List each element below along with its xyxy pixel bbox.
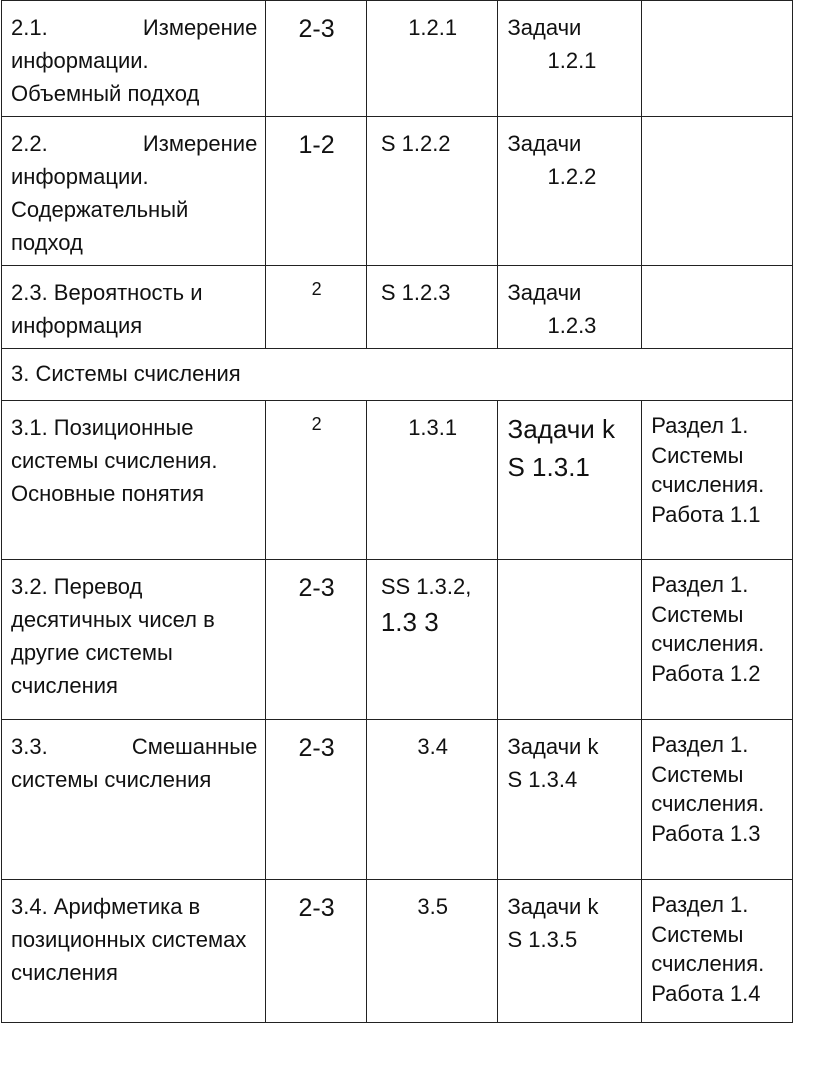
- table-row: [2, 560, 793, 720]
- ref-cell: [366, 117, 498, 266]
- hours-cell: [266, 720, 367, 880]
- section-line2: Системы: [651, 921, 744, 947]
- ref-text: 1.2.1: [408, 15, 458, 40]
- ref-cell: [366, 266, 498, 349]
- topic-text: 3.1. Позиционные системы счисления. Основные понятия: [11, 415, 218, 506]
- topic-cell: [2, 401, 266, 560]
- topic-cell: [2, 1, 266, 117]
- ref-text: 3.5: [417, 894, 448, 919]
- tasks-label: Задачи: [507, 280, 582, 305]
- tasks-cell: [498, 720, 642, 880]
- tasks-cell: [498, 880, 642, 1023]
- tasks-line1: Задачи k: [507, 414, 616, 444]
- section-header: 3. Системы счисления: [11, 361, 241, 386]
- tasks-line2: S 1.3.4: [507, 767, 578, 792]
- hours-cell: [266, 401, 367, 560]
- section-line2: Системы: [651, 442, 744, 468]
- section-line3: счисления.: [651, 791, 765, 817]
- hours-text: 2-3: [298, 15, 335, 43]
- section-cell: [642, 880, 793, 1023]
- ref-text: S 1.2.2: [380, 131, 451, 156]
- table-row: [2, 1, 793, 117]
- tasks-cell: [498, 401, 642, 560]
- topic-text: 2.3. Вероятность и информация: [11, 280, 203, 338]
- tasks-line1: Задачи k: [507, 894, 599, 919]
- tasks-line2: S 1.3.5: [507, 927, 578, 952]
- section-cell: [642, 401, 793, 560]
- ref-cell: [366, 1, 498, 117]
- tasks-number: 1.2.3: [547, 313, 597, 338]
- tasks-cell: [498, 266, 642, 349]
- section-header-row: [2, 349, 793, 401]
- section-line4: Работа 1.2: [651, 661, 761, 687]
- tasks-label: Задачи: [507, 15, 582, 40]
- ref-cell: [366, 560, 498, 720]
- section-line3: счисления.: [651, 951, 765, 977]
- tasks-cell: [498, 117, 642, 266]
- topic-cell: [2, 560, 266, 720]
- topic-cell: [2, 720, 266, 880]
- table-row: [2, 117, 793, 266]
- ref-text: 3.4: [417, 734, 448, 759]
- topic-cell: [2, 266, 266, 349]
- section-line4: Работа 1.3: [651, 821, 761, 847]
- tasks-cell: [498, 560, 642, 720]
- section-line1: Раздел 1.: [651, 572, 749, 597]
- section-line3: счисления.: [651, 472, 765, 498]
- curriculum-table: [1, 0, 793, 1023]
- tasks-cell: [498, 1, 642, 117]
- tasks-line1: Задачи k: [507, 734, 599, 759]
- ref-line1: SS 1.3.2,: [380, 574, 472, 599]
- table-row: [2, 720, 793, 880]
- hours-cell: [266, 117, 367, 266]
- section-cell: [642, 117, 793, 266]
- hours-cell: [266, 880, 367, 1023]
- ref-text: 1.3.1: [408, 415, 458, 440]
- topic-text: 3.3. Смешанные системы счисления: [11, 734, 258, 792]
- hours-text: 2: [311, 279, 322, 299]
- topic-text: 2.1. Измерение информации. Объемный подход: [11, 15, 258, 106]
- section-line4: Работа 1.4: [651, 981, 761, 1007]
- section-cell: [642, 266, 793, 349]
- hours-cell: [266, 1, 367, 117]
- section-line4: Работа 1.1: [651, 502, 761, 528]
- hours-text: 2-3: [298, 894, 335, 922]
- ref-cell: [366, 401, 498, 560]
- table-row: [2, 266, 793, 349]
- section-line2: Системы: [651, 601, 744, 627]
- topic-text: 2.2. Измерение информации. Содержательный подход: [11, 131, 258, 255]
- ref-line2: 1.3 3: [380, 607, 439, 637]
- section-line1: Раздел 1.: [651, 413, 749, 438]
- section-cell: [642, 560, 793, 720]
- ref-cell: [366, 720, 498, 880]
- tasks-label: Задачи: [507, 131, 582, 156]
- tasks-number: 1.2.1: [547, 48, 597, 73]
- topic-text: 3.2. Перевод десятичных чисел в другие системы счисления: [11, 574, 215, 698]
- section-cell: [642, 720, 793, 880]
- tasks-number: 1.2.2: [547, 164, 597, 189]
- hours-text: 1-2: [298, 131, 335, 159]
- section-line3: счисления.: [651, 631, 765, 657]
- hours-text: 2: [311, 414, 322, 434]
- hours-text: 2-3: [298, 734, 335, 762]
- table-row: [2, 401, 793, 560]
- topic-cell: [2, 117, 266, 266]
- table-row: [2, 880, 793, 1023]
- section-cell: [642, 1, 793, 117]
- section-line1: Раздел 1.: [651, 732, 749, 757]
- hours-cell: [266, 560, 367, 720]
- section-line2: Системы: [651, 761, 744, 787]
- section-header-cell: [2, 349, 793, 401]
- section-line1: Раздел 1.: [651, 892, 749, 917]
- hours-text: 2-3: [298, 574, 335, 602]
- tasks-line2: S 1.3.1: [507, 451, 590, 482]
- ref-text: S 1.2.3: [380, 280, 451, 305]
- hours-cell: [266, 266, 367, 349]
- topic-text: 3.4. Арифметика в позиционных системах счисления: [11, 894, 247, 985]
- ref-cell: [366, 880, 498, 1023]
- topic-cell: [2, 880, 266, 1023]
